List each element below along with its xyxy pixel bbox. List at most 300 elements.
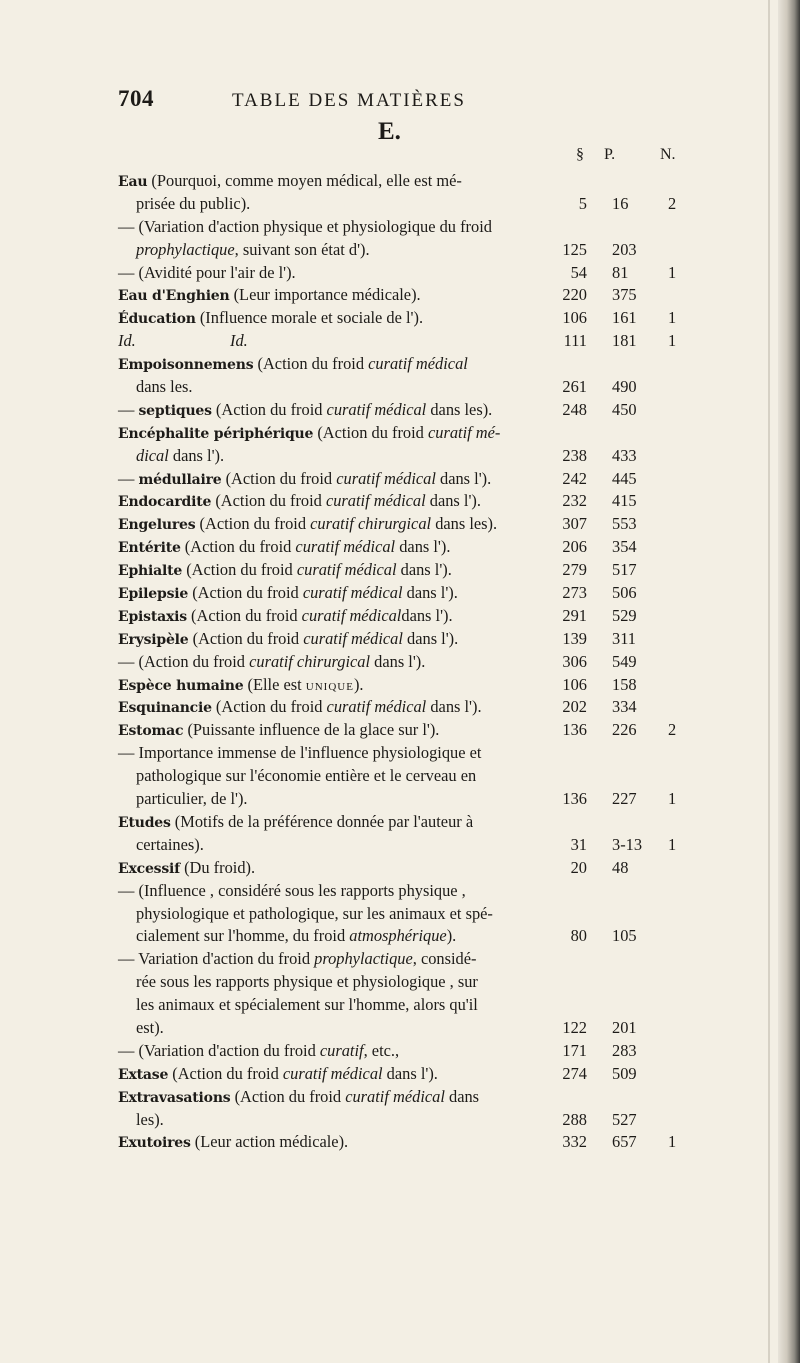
italic-text: curatif médical: [295, 537, 396, 557]
entry-text: [136, 193, 250, 216]
section-number: 54: [570, 262, 587, 282]
entry-text: [118, 811, 473, 835]
page-reference: 506: [612, 583, 637, 603]
section-number: 31: [570, 834, 587, 854]
index-entry: [0, 513, 800, 536]
plain-text: (Influence morale et sociale de l').: [195, 308, 424, 328]
plain-text: ).: [446, 926, 457, 946]
column-headings: [0, 146, 800, 172]
entry-text: [118, 330, 248, 353]
section-number: 248: [562, 399, 587, 419]
entry-line: [0, 376, 800, 399]
section-number: 5: [578, 193, 587, 213]
entry-line: [0, 994, 800, 1017]
entry-text: [118, 1040, 399, 1063]
entry-line: [0, 307, 800, 330]
entry-keyword: Entérite: [118, 540, 181, 557]
entry-line: [0, 742, 800, 765]
index-entry: [0, 948, 800, 1040]
entry-line: [0, 674, 800, 697]
entry-line: [0, 262, 800, 285]
column-heading-note: N.: [660, 146, 676, 163]
plain-text: dans l').: [382, 1063, 438, 1083]
plain-text: — (Avidité pour l'air de l').: [118, 262, 296, 282]
plain-text: dans: [444, 1086, 480, 1106]
italic-text: prophylactique: [136, 239, 235, 259]
entry-keyword: Extravasations: [118, 1089, 231, 1106]
section-number: 291: [562, 605, 587, 625]
plain-text: les).: [136, 1109, 164, 1129]
entry-text: [136, 239, 370, 262]
plain-text: (Action du froid: [211, 399, 327, 419]
plain-text: , considé-: [412, 949, 477, 969]
note-number: 1: [668, 308, 677, 328]
entry-line: [0, 1086, 800, 1109]
plain-text: (Puissante influence de la glace sur l').: [183, 720, 440, 740]
index-entry: [0, 696, 800, 719]
plain-text: ).: [353, 674, 364, 694]
entry-text: [118, 582, 458, 606]
entry-text: [136, 994, 478, 1017]
note-number: 2: [668, 193, 677, 213]
index-entry: [0, 490, 800, 513]
section-number: 261: [562, 377, 587, 397]
plain-text: (Action du froid: [195, 514, 311, 534]
plain-text: (Action du froid: [180, 537, 296, 557]
plain-text: cialement sur l'homme, du froid: [136, 926, 350, 946]
page-reference: 433: [612, 445, 637, 465]
section-number: 220: [562, 285, 587, 305]
entry-keyword: Epistaxis: [118, 608, 187, 625]
plain-text: dans les).: [431, 514, 498, 534]
entry-line: [0, 399, 800, 422]
section-letter: E.: [378, 118, 401, 145]
entry-text: [136, 376, 192, 399]
plain-text: prisée du public).: [136, 193, 251, 213]
page-reference: 553: [612, 514, 637, 534]
section-number: 273: [562, 583, 587, 603]
plain-text: (Action du froid: [182, 560, 297, 580]
entry-text: [136, 903, 493, 926]
entry-text: [118, 307, 423, 331]
index-entry: [0, 880, 800, 949]
index-entry: [0, 582, 800, 605]
entry-line: [0, 788, 800, 811]
section-number: 106: [562, 674, 587, 694]
entry-line: [0, 330, 800, 353]
page-reference: 657: [612, 1132, 637, 1152]
index-entry: [0, 857, 800, 880]
index-entry: [0, 811, 800, 857]
italic-text: dical: [136, 445, 169, 465]
index-entry: [0, 1040, 800, 1063]
section-number: 80: [570, 926, 587, 946]
section-number: 139: [562, 628, 587, 648]
plain-text: (Action du froid: [188, 583, 303, 603]
entry-line: [0, 925, 800, 948]
entry-keyword: Estomac: [118, 723, 184, 740]
italic-text: curatif médical: [368, 354, 468, 374]
entry-line: [0, 811, 800, 834]
page-reference: 445: [612, 468, 637, 488]
section-number: 288: [562, 1109, 587, 1129]
entry-keyword: Empoisonnemens: [118, 357, 254, 374]
entry-text: [136, 925, 456, 948]
entry-keyword: Exutoires: [118, 1135, 191, 1152]
entry-line: [0, 1131, 800, 1154]
plain-text: (Action du froid: [230, 1086, 346, 1106]
entry-line: [0, 490, 800, 513]
note-number: 1: [668, 331, 677, 351]
plain-text: (Elle est: [243, 674, 306, 694]
plain-text: (Action du froid: [313, 422, 428, 442]
section-number: 136: [562, 789, 587, 809]
entry-line: [0, 651, 800, 674]
entry-text: [118, 284, 421, 308]
index-entry: [0, 1063, 800, 1086]
entry-text: [136, 765, 476, 788]
entry-line: [0, 857, 800, 880]
plain-text: rée sous les rapports physique et physiologique , sur: [136, 972, 478, 992]
plain-text: dans l').: [435, 468, 492, 488]
plain-text: , etc.,: [363, 1040, 400, 1060]
entry-text: [136, 1017, 164, 1040]
plain-text: dans l').: [395, 537, 451, 557]
note-number: 1: [668, 789, 677, 809]
page-reference: 226: [612, 720, 637, 740]
section-number: 307: [562, 514, 587, 534]
section-number: 125: [562, 239, 587, 259]
index-entry: [0, 674, 800, 697]
italic-text: prophylactique: [314, 949, 413, 969]
plain-text: (Action du froid: [253, 354, 369, 374]
entry-text: [118, 216, 492, 239]
plain-text: — (Variation d'action du froid: [118, 1040, 320, 1060]
plain-text: dans l').: [426, 697, 482, 717]
entry-text: [118, 719, 439, 743]
entry-line: [0, 1040, 800, 1063]
entry-text: [118, 605, 453, 629]
page-reference: 450: [612, 399, 637, 419]
entry-text: [136, 788, 248, 811]
plain-text: (Motifs de la préférence donnée par l'auteur à: [170, 811, 474, 831]
plain-text: (Action du froid: [186, 605, 302, 625]
entry-line: [0, 468, 800, 491]
plain-text: (Action du froid: [211, 697, 327, 717]
entry-text: [118, 696, 482, 720]
plain-text: dans l').: [402, 583, 458, 603]
plain-text: dans l').: [425, 491, 481, 511]
italic-text: curatif: [319, 1040, 364, 1060]
index-entry: [0, 536, 800, 559]
entry-line: [0, 239, 800, 262]
italic-text: curatif médical: [303, 628, 403, 648]
entry-line: [0, 216, 800, 239]
section-number: 106: [562, 308, 587, 328]
index-entry: [0, 605, 800, 628]
plain-text: dans l').: [168, 445, 225, 465]
entry-text: [118, 948, 476, 971]
entry-line: [0, 170, 800, 193]
page-reference: 161: [612, 308, 637, 328]
plain-text: dans l').: [396, 560, 452, 580]
page-number: 704: [118, 86, 154, 111]
entry-keyword: Engelures: [118, 517, 196, 534]
plain-text: (Du froid).: [179, 857, 256, 877]
page-reference: 517: [612, 560, 637, 580]
entry-keyword: Ephialte: [118, 563, 183, 580]
plain-text: dans les.: [136, 377, 193, 397]
entry-text: [118, 674, 364, 699]
section-number: 332: [562, 1132, 587, 1152]
page-reference: 16: [612, 193, 629, 213]
entry-line: [0, 605, 800, 628]
plain-text: , suivant son état d').: [234, 239, 370, 259]
page-reference: 354: [612, 537, 637, 557]
entry-text: [118, 513, 497, 537]
plain-text: — Variation d'action du froid: [118, 949, 315, 969]
small-caps-text: UNIQUE: [305, 680, 354, 693]
entry-line: [0, 834, 800, 857]
index-entry: [0, 170, 800, 216]
entry-line: [0, 765, 800, 788]
plain-text: (Action du froid: [188, 628, 304, 648]
entry-text: [118, 857, 255, 881]
page-reference: 509: [612, 1063, 637, 1083]
entry-keyword: Eau d'Enghien: [118, 288, 230, 305]
plain-text: dans les).: [426, 399, 493, 419]
entry-text: [118, 559, 452, 583]
page-reference: 283: [612, 1040, 637, 1060]
column-heading-page: P.: [604, 146, 616, 163]
plain-text: dans l').: [401, 605, 453, 625]
italic-text: curatif médical: [296, 560, 397, 580]
entry-line: [0, 696, 800, 719]
plain-text: particulier, de l').: [136, 789, 248, 809]
plain-text: pathologique sur l'économie entière et le cerveau en: [136, 766, 477, 786]
entry-text: [118, 468, 491, 492]
entry-text: [118, 422, 500, 446]
entry-text: [136, 445, 224, 468]
plain-text: physiologique et pathologique, sur les animaux et spé-: [136, 903, 493, 923]
italic-text: curatif chirurgical: [249, 651, 371, 671]
index-entry: [0, 468, 800, 491]
index-entry: [0, 559, 800, 582]
plain-text: (Action du froid: [221, 468, 337, 488]
page-reference: 201: [612, 1017, 637, 1037]
index-entry: [0, 216, 800, 262]
italic-text: curatif médical: [326, 697, 427, 717]
page-reference: 81: [612, 262, 629, 282]
section-number: 279: [562, 560, 587, 580]
entry-line: [0, 1063, 800, 1086]
plain-text: (Leur importance médicale).: [229, 285, 421, 305]
section-number: 238: [562, 445, 587, 465]
plain-text: [136, 331, 230, 350]
plain-text: les animaux et spécialement sur l'homme, alors qu'il: [136, 995, 478, 1015]
index-entry: [0, 399, 800, 422]
page-reference: 105: [612, 926, 637, 946]
italic-text: curatif médical: [336, 468, 436, 488]
plain-text: —: [118, 468, 139, 488]
entry-line: [0, 1109, 800, 1132]
entry-text: [118, 490, 481, 514]
index-entry: [0, 742, 800, 811]
index-entry: [0, 284, 800, 307]
entry-keyword: Espèce humaine: [118, 677, 244, 694]
index-entry: [0, 1086, 800, 1132]
index-entry: [0, 330, 800, 353]
entry-line: [0, 284, 800, 307]
entry-subkeyword: médullaire: [138, 471, 222, 488]
italic-text: curatif médical: [345, 1086, 445, 1106]
section-number: 274: [562, 1063, 587, 1083]
column-heading-section: §: [576, 146, 584, 163]
page-reference: 549: [612, 651, 637, 671]
entry-line: [0, 513, 800, 536]
page-reference: 48: [612, 857, 629, 877]
entry-subkeyword: septiques: [138, 402, 212, 419]
page-reference: 203: [612, 239, 637, 259]
plain-text: — Importance immense de l'influence physiologique et: [118, 743, 482, 763]
entry-text: [118, 651, 425, 674]
entry-line: [0, 422, 800, 445]
plain-text: (Action du froid: [168, 1063, 283, 1083]
entry-keyword: Erysipèle: [118, 631, 189, 648]
entry-text: [118, 399, 492, 423]
entry-line: [0, 536, 800, 559]
italic-text: curatif chirurgical: [310, 514, 432, 534]
italic-text: Id.: [230, 331, 248, 351]
section-number: 111: [563, 331, 587, 351]
entry-keyword: Epilepsie: [118, 586, 189, 603]
italic-text: curatif médical: [325, 491, 426, 511]
page-reference: 375: [612, 285, 637, 305]
entry-text: [118, 170, 462, 194]
entry-keyword: Excessif: [118, 860, 180, 877]
header-title: TABLE DES MATIÈRES: [232, 90, 466, 111]
plain-text: dans l').: [370, 651, 426, 671]
page-reference: 3-13: [612, 834, 643, 854]
index-entry: [0, 422, 800, 468]
entry-text: [118, 1131, 348, 1155]
entry-line: [0, 903, 800, 926]
entry-keyword: Etudes: [118, 814, 171, 831]
page-reference: 181: [612, 331, 637, 351]
running-head: [118, 86, 638, 120]
section-number: 122: [562, 1017, 587, 1037]
section-number: 136: [562, 720, 587, 740]
entry-keyword: Extase: [118, 1066, 169, 1083]
entry-text: [118, 628, 458, 652]
section-number: 206: [562, 537, 587, 557]
index-entry: [0, 262, 800, 285]
note-number: 1: [668, 262, 677, 282]
index-entry: [0, 719, 800, 742]
entry-keyword: Eau: [118, 174, 148, 190]
entry-line: [0, 193, 800, 216]
entry-text: [118, 536, 450, 560]
page-reference: 529: [612, 605, 637, 625]
plain-text: (Pourquoi, comme moyen médical, elle est mé-: [147, 171, 462, 190]
page-reference: 527: [612, 1109, 637, 1129]
entry-keyword: Encéphalite périphérique: [118, 425, 314, 442]
entry-line: [0, 445, 800, 468]
italic-text: curatif médical: [326, 399, 427, 419]
entry-line: [0, 719, 800, 742]
entry-text: [118, 1063, 438, 1087]
section-number: 20: [570, 857, 587, 877]
index-entry-list: [0, 170, 800, 1154]
plain-text: (Leur action médicale).: [190, 1132, 349, 1152]
entry-keyword: Endocardite: [118, 494, 212, 511]
plain-text: dans l').: [402, 628, 459, 648]
entry-keyword: Esquinancie: [118, 700, 212, 717]
entry-keyword: Éducation: [118, 311, 196, 328]
entry-line: [0, 1017, 800, 1040]
page-reference: 311: [612, 628, 636, 648]
entry-line: [0, 559, 800, 582]
section-number: 242: [562, 468, 587, 488]
plain-text: —: [118, 399, 139, 419]
section-number: 202: [562, 697, 587, 717]
page-reference: 415: [612, 491, 637, 511]
entry-line: [0, 880, 800, 903]
entry-line: [0, 582, 800, 605]
entry-text: [136, 834, 204, 857]
italic-text: curatif médical: [282, 1063, 383, 1083]
italic-text: curatif mé-: [427, 422, 501, 442]
entry-text: [118, 880, 466, 903]
entry-text: [118, 353, 468, 377]
index-entry: [0, 651, 800, 674]
index-entry: [0, 353, 800, 399]
note-number: 1: [668, 1132, 677, 1152]
entry-text: [118, 742, 481, 765]
italic-text: Id.: [118, 331, 136, 351]
plain-text: — (Action du froid: [118, 651, 250, 671]
entry-text: [118, 1086, 479, 1110]
plain-text: — (Variation d'action physique et physiologique du froid: [118, 216, 492, 236]
italic-text: curatif médical: [302, 583, 403, 603]
entry-line: [0, 628, 800, 651]
italic-text: atmosphérique: [349, 926, 447, 946]
plain-text: certaines).: [136, 834, 204, 854]
index-entry: [0, 1131, 800, 1154]
entry-text: [136, 1109, 164, 1132]
section-number: 306: [562, 651, 587, 671]
plain-text: est).: [136, 1017, 164, 1037]
plain-text: — (Influence , considéré sous les rapports physique ,: [118, 880, 466, 900]
note-number: 1: [668, 834, 677, 854]
index-entry: [0, 307, 800, 330]
page-reference: 334: [612, 697, 637, 717]
entry-text: [136, 971, 478, 994]
entry-text: [118, 262, 296, 285]
page-reference: 227: [612, 789, 637, 809]
entry-line: [0, 353, 800, 376]
index-entry: [0, 628, 800, 651]
section-number: 171: [562, 1040, 587, 1060]
italic-text: curatif médical: [301, 605, 402, 625]
section-number: 232: [562, 491, 587, 511]
page-reference: 490: [612, 377, 637, 397]
page-reference: 158: [612, 674, 637, 694]
entry-line: [0, 971, 800, 994]
entry-line: [0, 948, 800, 971]
plain-text: (Action du froid: [211, 491, 326, 511]
note-number: 2: [668, 720, 677, 740]
